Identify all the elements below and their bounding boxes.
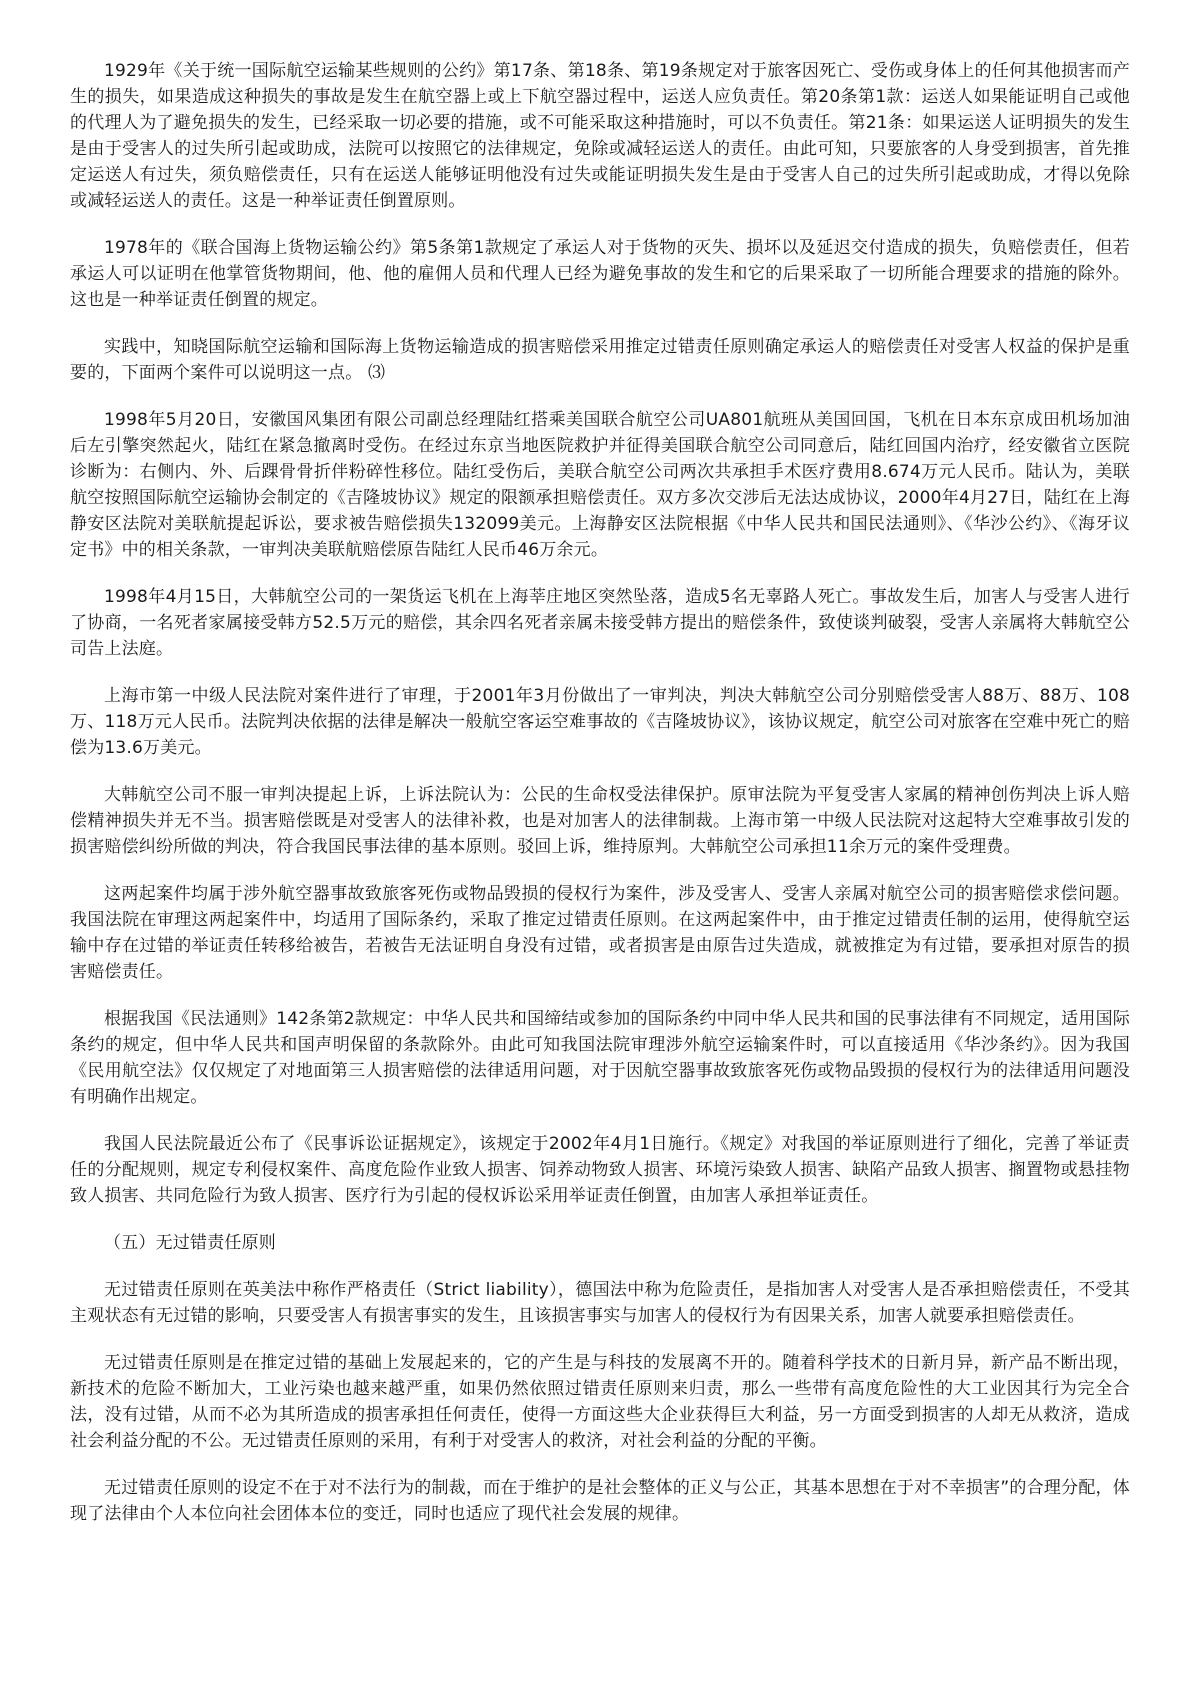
paragraph-1929-warsaw-convention: 1929年《关于统一国际航空运输某些规则的公约》第17条、第18条、第19条规定对于旅客因死亡、受伤或身体上的任何其他损害而产生的损失，如果造成这种损失的事故是发生在航空器上或上下航空器过程中，运送人应负责任。第20条第1款：运送人如果能证明自己或他的代理人为了避免损失的发生，已经采取一切必要的措施，或不可能采取这种措施时，可以不负责任。第21条：如果运送人证明损失的发生是由于受害人的过失所引起或助成，法院可以按照它的法律规定，免除或减轻运送人的责任。由此可知，只要旅客的人身受到损害，首先推定运送人有过失，须负赔偿责任，只有在运送人能够证明他没有过失或能证明损失发生是由于受害人自己的过失所引起或助成，才得以免除或减轻运送人的责任。这是一种举证责任倒置原则。 (70, 61, 1130, 211)
paragraph-case-korean-air: 1998年4月15日，大韩航空公司的一架货运飞机在上海莘庄地区突然坠落，造成5名无辜路人死亡。事故发生后，加害人与受害人进行了协商，一名死者家属接受韩方52.5万元的赔偿，其余四名死者亲属未接受韩方提出的赔偿条件，致使谈判破裂，受害人亲属将大韩航空公司告上法庭。 (70, 587, 1130, 659)
paragraph-1978-hamburg-rules: 1978年的《联合国海上货物运输公约》第5条第1款规定了承运人对于货物的灭失、损坏以及延迟交付造成的损失，负赔偿责任，但若承运人可以证明在他掌管货物期间，他、他的雇佣人员和代理人已经为避免事故的发生和它的后果采取了一切所能合理要求的措施的除外。这也是一种举证责任倒置的规定。 (70, 238, 1130, 310)
paragraph-case-analysis: 这两起案件均属于涉外航空器事故致旅客死伤或物品毁损的侵权行为案件，涉及受害人、受害人亲属对航空公司的损害赔偿求偿问题。我国法院在审理这两起案件中，均适用了国际条约，采取了推定过错责任原则。在这两起案件中，由于推定过错责任制的运用，使得航空运输中存在过错的举证责任转移给被告，若被告无法证明自身没有过错，或者损害是由原告过失造成，就被推定为有过错，要承担对原告的损害赔偿责任。 (70, 884, 1130, 982)
paragraph-strict-liability-definition: 无过错责任原则在英美法中称作严格责任（Strict liability），德国法中称为危险责任，是指加害人对受害人是否承担赔偿责任，不受其主观状态有无过错的影响，只要受害人有损害事实的发生，且该损害事实与加害人的侵权行为有因果关系，加害人就要承担赔偿责任。 (70, 1280, 1130, 1326)
paragraph-practice-intro: 实践中，知晓国际航空运输和国际海上货物运输造成的损害赔偿采用推定过错责任原则确定承运人的赔偿责任对受害人权益的保护是重要的，下面两个案件可以说明这一点。 ⑶ (70, 337, 1130, 383)
document-body (70, 58, 1130, 1548)
paragraph-case-united-airlines: 1998年5月20日，安徽国风集团有限公司副总经理陆红搭乘美国联合航空公司UA801航班从美国回国，飞机在日本东京成田机场加油后左引擎突然起火，陆红在紧急撤离时受伤。在经过东京当地医院救护并征得美国联合航空公司同意后，陆红回国内治疗，经安徽省立医院诊断为：右侧内、外、后踝骨骨折伴粉碎性移位。陆红受伤后，美联合航空公司两次共承担手术医疗费用8.674万元人民币。陆认为，美联航空按照国际航空运输协会制定的《吉隆坡协议》规定的限额承担赔偿责任。双方多次交涉后无法达成协议，2000年4月27日，陆红在上海静安区法院对美联航提起诉讼，要求被告赔偿损失132099美元。上海静安区法院根据《中华人民共和国民法通则》、《华沙公约》、《海牙议定书》中的相关条款，一审判决美联航赔偿原告陆红人民币46万余元。 (70, 410, 1130, 560)
paragraph-strict-liability-origin: 无过错责任原则是在推定过错的基础上发展起来的，它的产生是与科技的发展离不开的。随着科学技术的日新月异，新产品不断出现，新技术的危险不断加大，工业污染也越来越严重，如果仍然依照过错责任原则来归责，那么一些带有高度危险性的大工业因其行为完全合法，没有过错，从而不必为其所造成的损害承担任何责任，使得一方面这些大企业获得巨大利益，另一方面受到损害的人却无从救济，造成社会利益分配的不公。无过错责任原则的采用，有利于对受害人的救济，对社会利益的分配的平衡。 (70, 1353, 1130, 1451)
paragraph-first-instance-judgment: 上海市第一中级人民法院对案件进行了审理，于2001年3月份做出了一审判决，判决大韩航空公司分别赔偿受害人88万、88万、108万、118万元人民币。法院判决依据的法律是解决一般航空客运空难事故的《吉隆坡协议》，该协议规定，航空公司对旅客在空难中死亡的赔偿为13.6万美元。 (70, 686, 1130, 758)
paragraph-evidence-rules: 我国人民法院最近公布了《民事诉讼证据规定》，该规定于2002年4月1日施行。《规定》对我国的举证原则进行了细化，完善了举证责任的分配规则，规定专利侵权案件、高度危险作业致人损害、饲养动物致人损害、环境污染致人损害、缺陷产品致人损害、搁置物或悬挂物致人损害、共同危险行为致人损害、医疗行为引起的侵权诉讼采用举证责任倒置，由加害人承担举证责任。 (70, 1134, 1130, 1206)
section-heading-no-fault: （五）无过错责任原则 (104, 1233, 276, 1253)
paragraph-strict-liability-purpose: 无过错责任原则的设定不在于对不法行为的制裁，而在于维护的是社会整体的正义与公正，其基本思想在于对不幸损害”的合理分配，体现了法律由个人本位向社会团体本位的变迁，同时也适应了现代社会发展的规律。 (70, 1478, 1130, 1524)
paragraph-civil-law-142: 根据我国《民法通则》142条第2款规定：中华人民共和国缔结或参加的国际条约中同中华人民共和国的民事法律有不同规定，适用国际条约的规定，但中华人民共和国声明保留的条款除外。由此可知我国法院审理涉外航空运输案件时，可以直接适用《华沙条约》。因为我国《民用航空法》仅仅规定了对地面第三人损害赔偿的法律适用问题，对于因航空器事故致旅客死伤或物品毁损的侵权行为的法律适用问题没有明确作出规定。 (70, 1009, 1130, 1107)
paragraph-appeal: 大韩航空公司不服一审判决提起上诉，上诉法院认为：公民的生命权受法律保护。原审法院为平复受害人家属的精神创伤判决上诉人赔偿精神损失并无不当。损害赔偿既是对受害人的法律补救，也是对加害人的法律制裁。上海市第一中级人民法院对这起特大空难事故引发的损害赔偿纠纷所做的判决，符合我国民事法律的基本原则。驳回上诉，维持原判。大韩航空公司承担11余万元的案件受理费。 (70, 785, 1130, 857)
